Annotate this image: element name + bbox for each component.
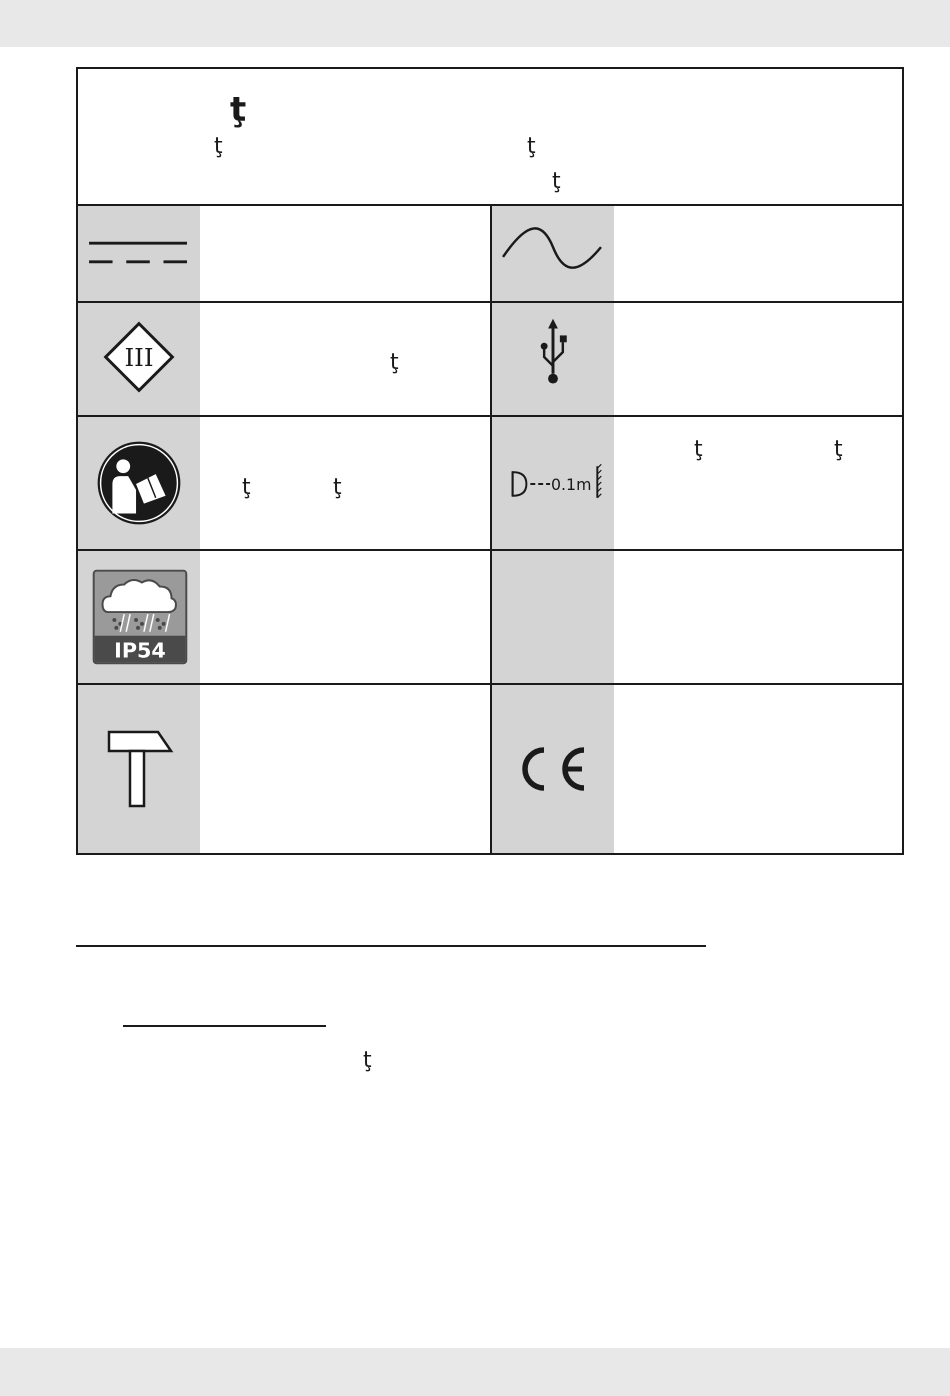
description-cell	[614, 417, 902, 549]
ip54-rain-icon	[78, 551, 200, 683]
description-cell	[614, 551, 902, 683]
header-mark: ţ	[214, 134, 223, 159]
icon-cell	[78, 417, 200, 549]
table-row	[78, 417, 902, 551]
icon-cell	[492, 685, 614, 853]
page-top-band	[0, 0, 950, 47]
header-mark: ţ	[552, 169, 561, 194]
hammer-icon	[78, 685, 200, 853]
symbol-table	[76, 67, 904, 855]
read-manual-icon	[78, 417, 200, 549]
description-cell	[202, 206, 490, 301]
icon-cell	[78, 303, 200, 415]
description-cell	[202, 303, 490, 415]
subheading-rule	[123, 1025, 326, 1027]
text-mark: ţ	[333, 475, 342, 500]
header-mark: ţ	[527, 134, 536, 159]
icon-cell	[492, 303, 614, 415]
icon-cell	[78, 685, 200, 853]
icon-cell	[492, 417, 614, 549]
table-header	[78, 69, 902, 206]
minimum-distance-icon	[492, 417, 614, 549]
page-bottom-band	[0, 1348, 950, 1396]
description-cell	[202, 417, 490, 549]
protection-class-iii-icon	[78, 303, 200, 415]
text-mark: ţ	[242, 475, 251, 500]
description-cell	[614, 685, 902, 853]
description-cell	[614, 206, 902, 301]
description-cell	[202, 551, 490, 683]
alternating-current-icon	[492, 206, 614, 301]
header-mark: ţ	[230, 90, 247, 130]
text-mark: ţ	[834, 437, 843, 462]
usb-icon	[492, 303, 614, 415]
text-mark: ţ	[694, 437, 703, 462]
icon-cell	[492, 206, 614, 301]
text-mark: ţ	[390, 350, 399, 375]
table-row	[78, 551, 902, 685]
class-iii-label: III	[124, 342, 154, 372]
section-heading-rule	[76, 945, 706, 947]
ce-mark-icon	[492, 685, 614, 853]
table-row	[78, 206, 902, 303]
table-row	[78, 685, 902, 853]
ip54-label: IP54	[114, 638, 166, 663]
distance-label: 0.1m	[551, 474, 592, 494]
table-row	[78, 303, 902, 417]
body-mark: ţ	[363, 1048, 372, 1073]
icon-cell	[492, 551, 614, 683]
icon-cell	[78, 551, 200, 683]
direct-current-icon	[78, 206, 200, 301]
icon-cell	[78, 206, 200, 301]
description-cell	[614, 303, 902, 415]
description-cell	[202, 685, 490, 853]
